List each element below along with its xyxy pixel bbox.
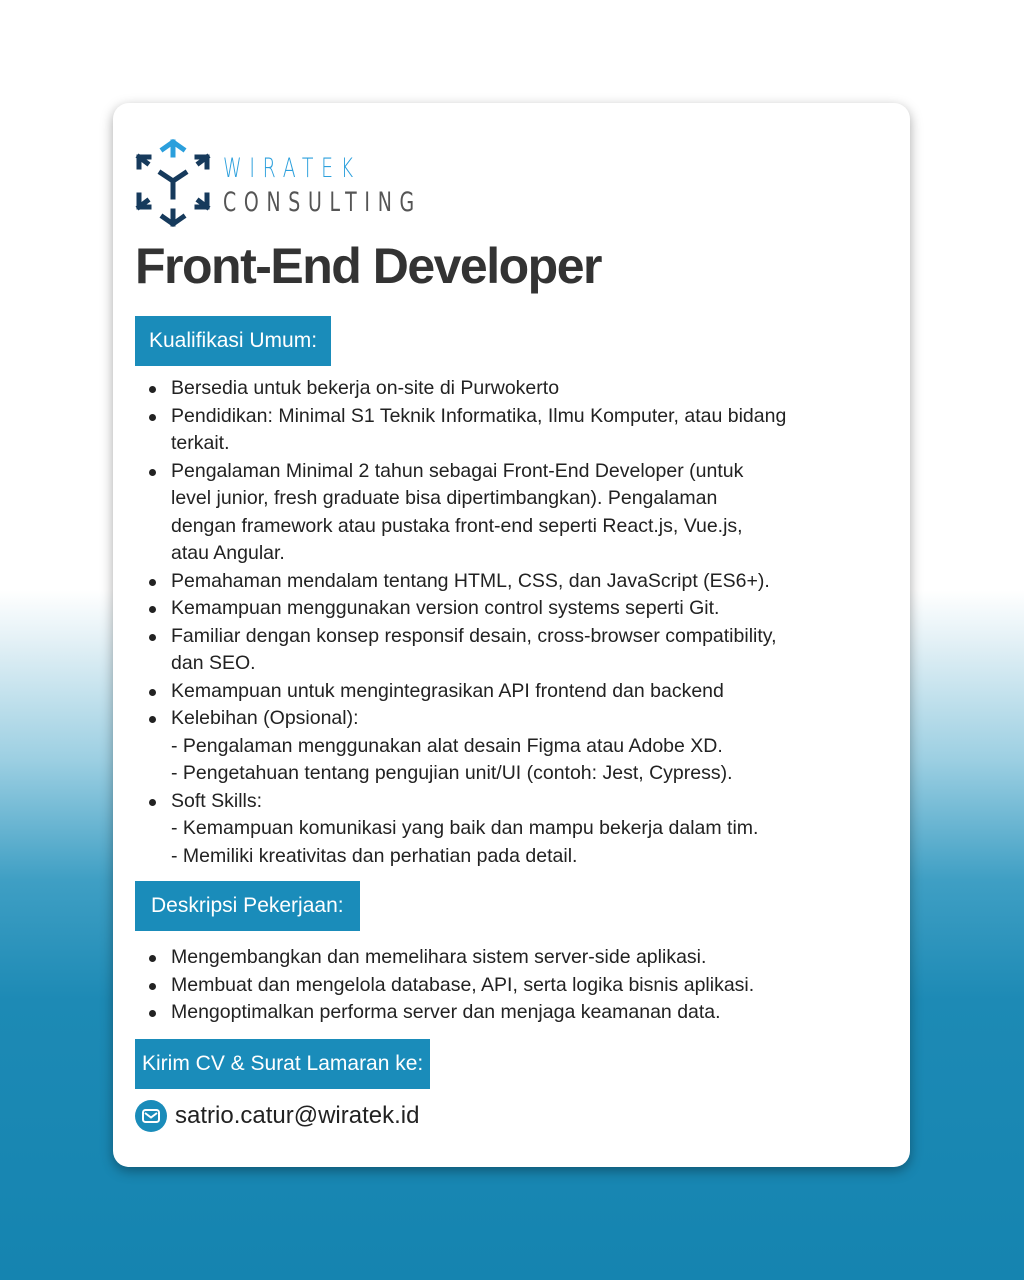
list-item-continuation: dengan framework atau pustaka front-end seperti React.js, Vue.js, bbox=[171, 514, 743, 537]
list-item-continuation: - Pengalaman menggunakan alat desain Figma atau Adobe XD. bbox=[171, 734, 723, 757]
email-contact bbox=[135, 1100, 419, 1132]
list-item-continuation: - Kemampuan komunikasi yang baik dan mampu bekerja dalam tim. bbox=[171, 817, 759, 839]
envelope-icon bbox=[135, 1100, 167, 1132]
list-item: Mengembangkan dan memelihara sistem server-side aplikasi. bbox=[147, 944, 754, 972]
qualifications-list bbox=[147, 375, 786, 870]
apply-heading: Kirim CV & Surat Lamaran ke: bbox=[135, 1039, 430, 1089]
list-item-continuation: - Memiliki kreativitas dan perhatian pada detail. bbox=[171, 844, 578, 867]
list-item: Pemahaman mendalam tentang HTML, CSS, dan JavaScript (ES6+). bbox=[147, 568, 786, 596]
list-item-continuation: level junior, fresh graduate bisa dipertimbangkan). Pengalaman bbox=[171, 487, 718, 509]
list-item-continuation: terkait. bbox=[171, 432, 230, 454]
list-item: Membuat dan mengelola database, API, serta logika bisnis aplikasi. bbox=[147, 972, 754, 1000]
cube-arrows-icon bbox=[135, 139, 215, 229]
list-item: Familiar dengan konsep responsif desain, cross-browser compatibility, bbox=[147, 623, 786, 651]
list-item: Pengalaman Minimal 2 tahun sebagai Front-End Developer (untuk bbox=[147, 458, 786, 486]
list-item-continuation: atau Angular. bbox=[171, 542, 285, 564]
email-link[interactable]: satrio.catur@wiratek.id bbox=[175, 1102, 420, 1129]
description-heading: Deskripsi Pekerjaan: bbox=[135, 881, 360, 931]
list-item: Kelebihan (Opsional): bbox=[147, 705, 786, 733]
list-item: Soft Skills: bbox=[147, 788, 786, 816]
list-item: Mengoptimalkan performa server dan menjaga keamanan data. bbox=[147, 999, 754, 1027]
job-title: Front-End Developer bbox=[135, 238, 601, 294]
list-item: Kemampuan menggunakan version control systems seperti Git. bbox=[147, 595, 786, 623]
job-posting-card bbox=[113, 103, 910, 1167]
description-list bbox=[147, 944, 754, 1027]
company-logo: WIRATEK CONSULTING bbox=[135, 139, 395, 229]
list-item: Pendidikan: Minimal S1 Teknik Informatika, Ilmu Komputer, atau bidang bbox=[147, 403, 786, 431]
list-item: Kemampuan untuk mengintegrasikan API frontend dan backend bbox=[147, 678, 786, 706]
qualifications-heading: Kualifikasi Umum: bbox=[135, 316, 331, 366]
list-item: Bersedia untuk bekerja on-site di Purwokerto bbox=[147, 375, 786, 403]
list-item-continuation: - Pengetahuan tentang pengujian unit/UI (contoh: Jest, Cypress). bbox=[171, 762, 733, 784]
list-item-continuation: dan SEO. bbox=[171, 652, 256, 674]
